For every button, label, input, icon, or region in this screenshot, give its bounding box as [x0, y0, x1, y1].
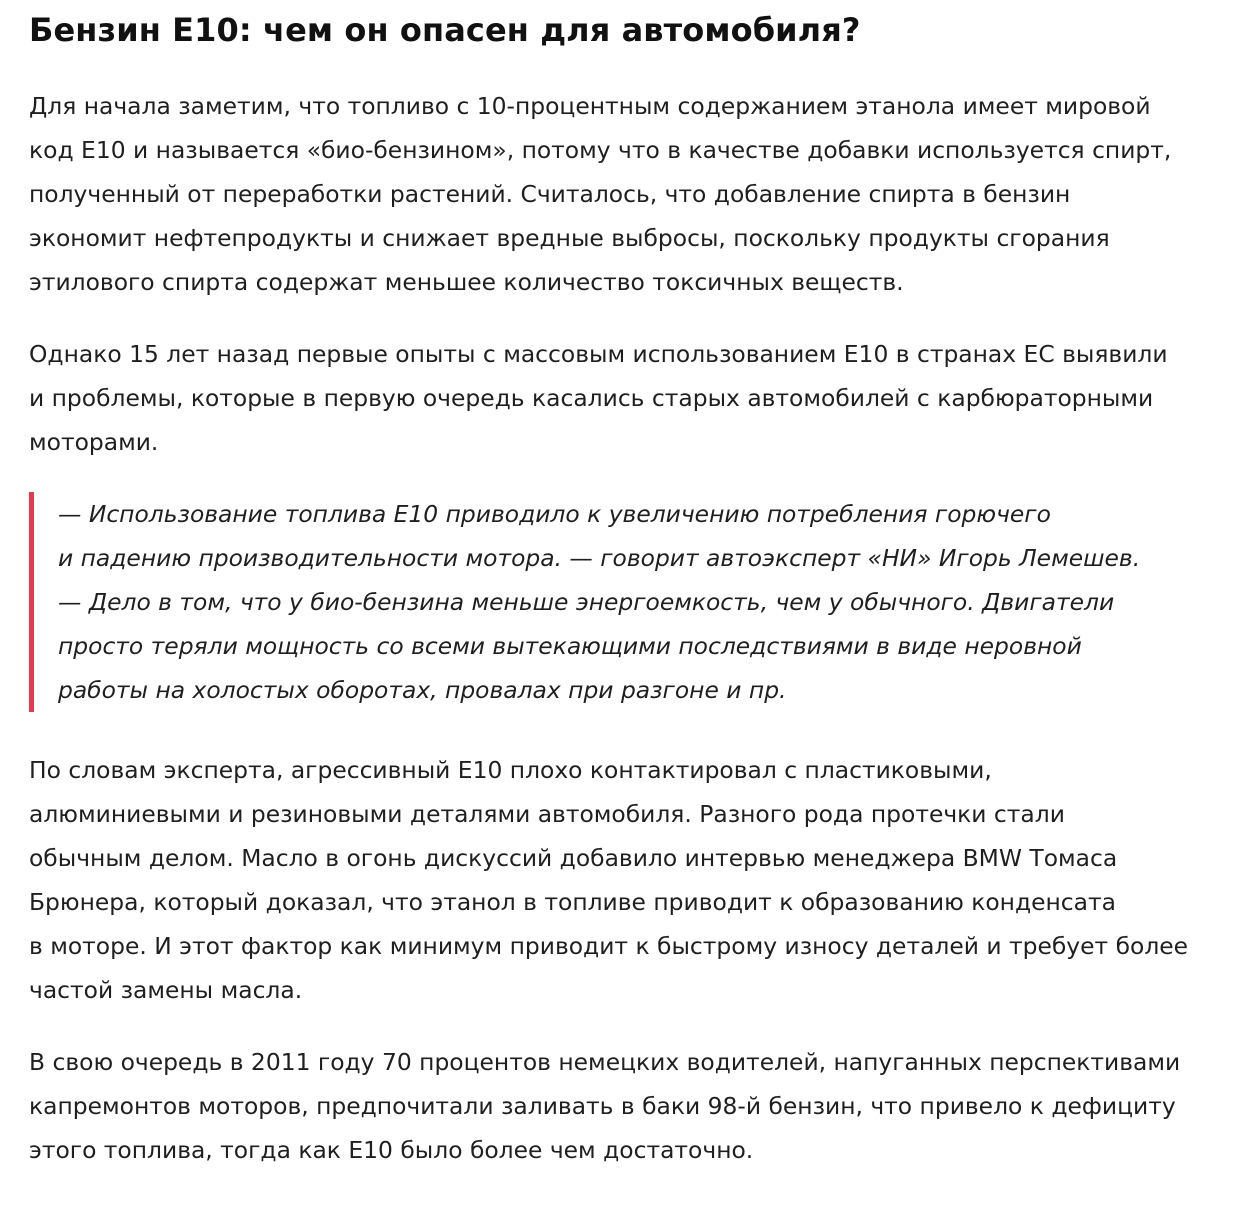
- paragraph-line: алюминиевыми и резиновыми деталями автомобиля. Разного рода протечки стали: [29, 800, 1065, 828]
- paragraph-line: и проблемы, которые в первую очередь касались старых автомобилей с карбюраторными: [29, 384, 1154, 412]
- paragraph-germany-2011: [29, 1040, 1180, 1172]
- paragraph-line: Однако 15 лет назад первые опыты с массовым использованием Е10 в странах ЕС выявили: [29, 340, 1168, 368]
- paragraph-line: Для начала заметим, что топливо с 10-процентным содержанием этанола имеет мировой: [29, 92, 1151, 120]
- paragraph-line: в моторе. И этот фактор как минимум приводит к быстрому износу деталей и требует более: [29, 932, 1189, 960]
- paragraph-intro: [29, 84, 1171, 304]
- paragraph-line: капремонтов моторов, предпочитали заливать в баки 98-й бензин, что привело к дефициту: [29, 1092, 1176, 1120]
- article-title: Бензин Е10: чем он опасен для автомобиля?: [29, 11, 861, 49]
- expert-quote: [29, 492, 1219, 712]
- paragraph-line: моторами.: [29, 428, 159, 456]
- paragraph-problems: [29, 332, 1168, 464]
- paragraph-line: этилового спирта содержат меньшее количество токсичных веществ.: [29, 268, 904, 296]
- quote-line: — Использование топлива Е10 приводило к увеличению потребления горючего: [58, 500, 1051, 528]
- paragraph-line: частой замены масла.: [29, 976, 303, 1004]
- quote-line: и падению производительности мотора. — говорит автоэксперт «НИ» Игорь Лемешев.: [58, 544, 1141, 572]
- quote-accent-bar: [29, 492, 34, 712]
- paragraph-line: полученный от переработки растений. Считалось, что добавление спирта в бензин: [29, 180, 1071, 208]
- paragraph-line: обычным делом. Масло в огонь дискуссий добавило интервью менеджера BMW Томаса: [29, 844, 1118, 872]
- paragraph-line: По словам эксперта, агрессивный Е10 плохо контактировал с пластиковыми,: [29, 756, 992, 784]
- paragraph-line: В свою очередь в 2011 году 70 процентов немецких водителей, напуганных перспективами: [29, 1048, 1181, 1076]
- article: [29, 0, 1229, 1164]
- paragraph-expert-opinion: [29, 748, 1188, 1012]
- quote-line: просто теряли мощность со всеми вытекающими последствиями в виде неровной: [58, 632, 1082, 660]
- paragraph-line: этого топлива, тогда как Е10 было более чем достаточно.: [29, 1136, 754, 1164]
- quote-text: [58, 492, 1140, 712]
- paragraph-line: Брюнера, который доказал, что этанол в топливе приводит к образованию конденсата: [29, 888, 1116, 916]
- quote-line: работы на холостых оборотах, провалах при разгоне и пр.: [58, 676, 787, 704]
- paragraph-line: код Е10 и называется «био-бензином», потому что в качестве добавки используется спирт,: [29, 136, 1172, 164]
- quote-line: — Дело в том, что у био-бензина меньше энергоемкость, чем у обычного. Двигатели: [58, 588, 1115, 616]
- paragraph-line: экономит нефтепродукты и снижает вредные выбросы, поскольку продукты сгорания: [29, 224, 1110, 252]
